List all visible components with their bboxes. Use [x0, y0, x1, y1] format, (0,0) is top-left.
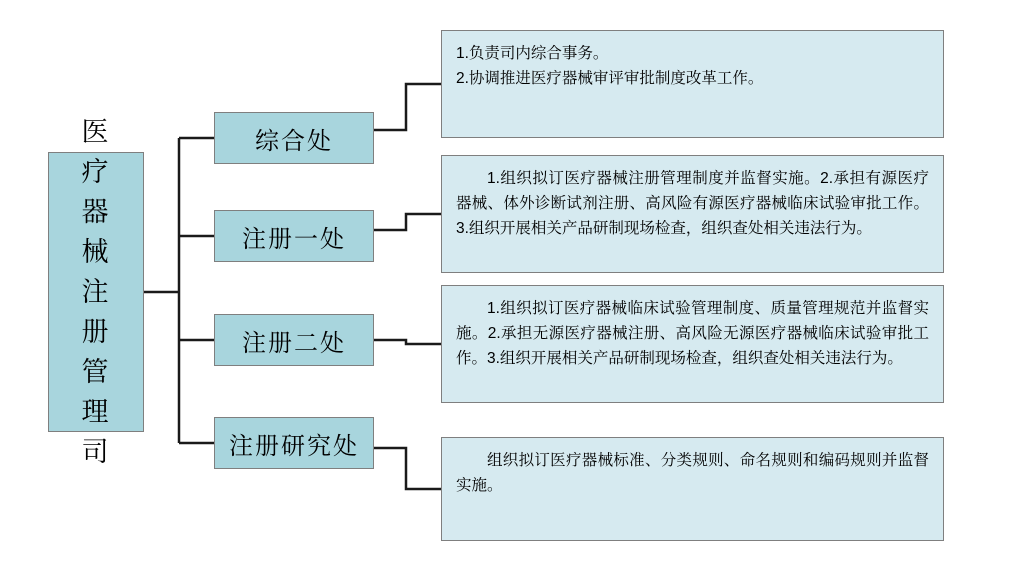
root-node[interactable]: [48, 117, 144, 467]
description-box-0: [441, 30, 944, 138]
description-line: 1.组织拟订医疗器械临床试验管理制度、质量管理规范并监督实施。2.承担无源医疗器械注册、高风险无源医疗器械临床试验审批工作。3.组织开展相关产品研制现场检查，组织查处相关违法行为。: [456, 300, 929, 367]
description-line: 1.组织拟订医疗器械注册管理制度并监督实施。2.承担有源医疗器械、体外诊断试剂注册、高风险有源医疗器械临床试验审批工作。3.组织开展相关产品研制现场检查，组织查处相关违法行为。: [456, 170, 929, 237]
description-box-3: [441, 437, 944, 541]
root-node-label: 医疗器械注册管理司: [81, 117, 111, 467]
description-line: 2.协调推进医疗器械审评审批制度改革工作。: [456, 70, 764, 87]
department-node-3[interactable]: [214, 417, 374, 469]
department-node-2[interactable]: [214, 314, 374, 366]
department-node-0[interactable]: [214, 112, 374, 164]
department-node-label: 综合处: [255, 127, 333, 155]
department-node-1[interactable]: [214, 210, 374, 262]
department-node-label: 注册一处: [242, 225, 346, 253]
description-line: 组织拟订医疗器械标准、分类规则、命名规则和编码规则并监督实施。: [456, 452, 929, 494]
department-node-label: 注册研究处: [229, 432, 359, 460]
department-node-label: 注册二处: [242, 329, 346, 357]
description-box-2: [441, 285, 944, 403]
description-box-1: [441, 155, 944, 273]
description-line: 1.负责司内综合事务。: [456, 45, 609, 62]
